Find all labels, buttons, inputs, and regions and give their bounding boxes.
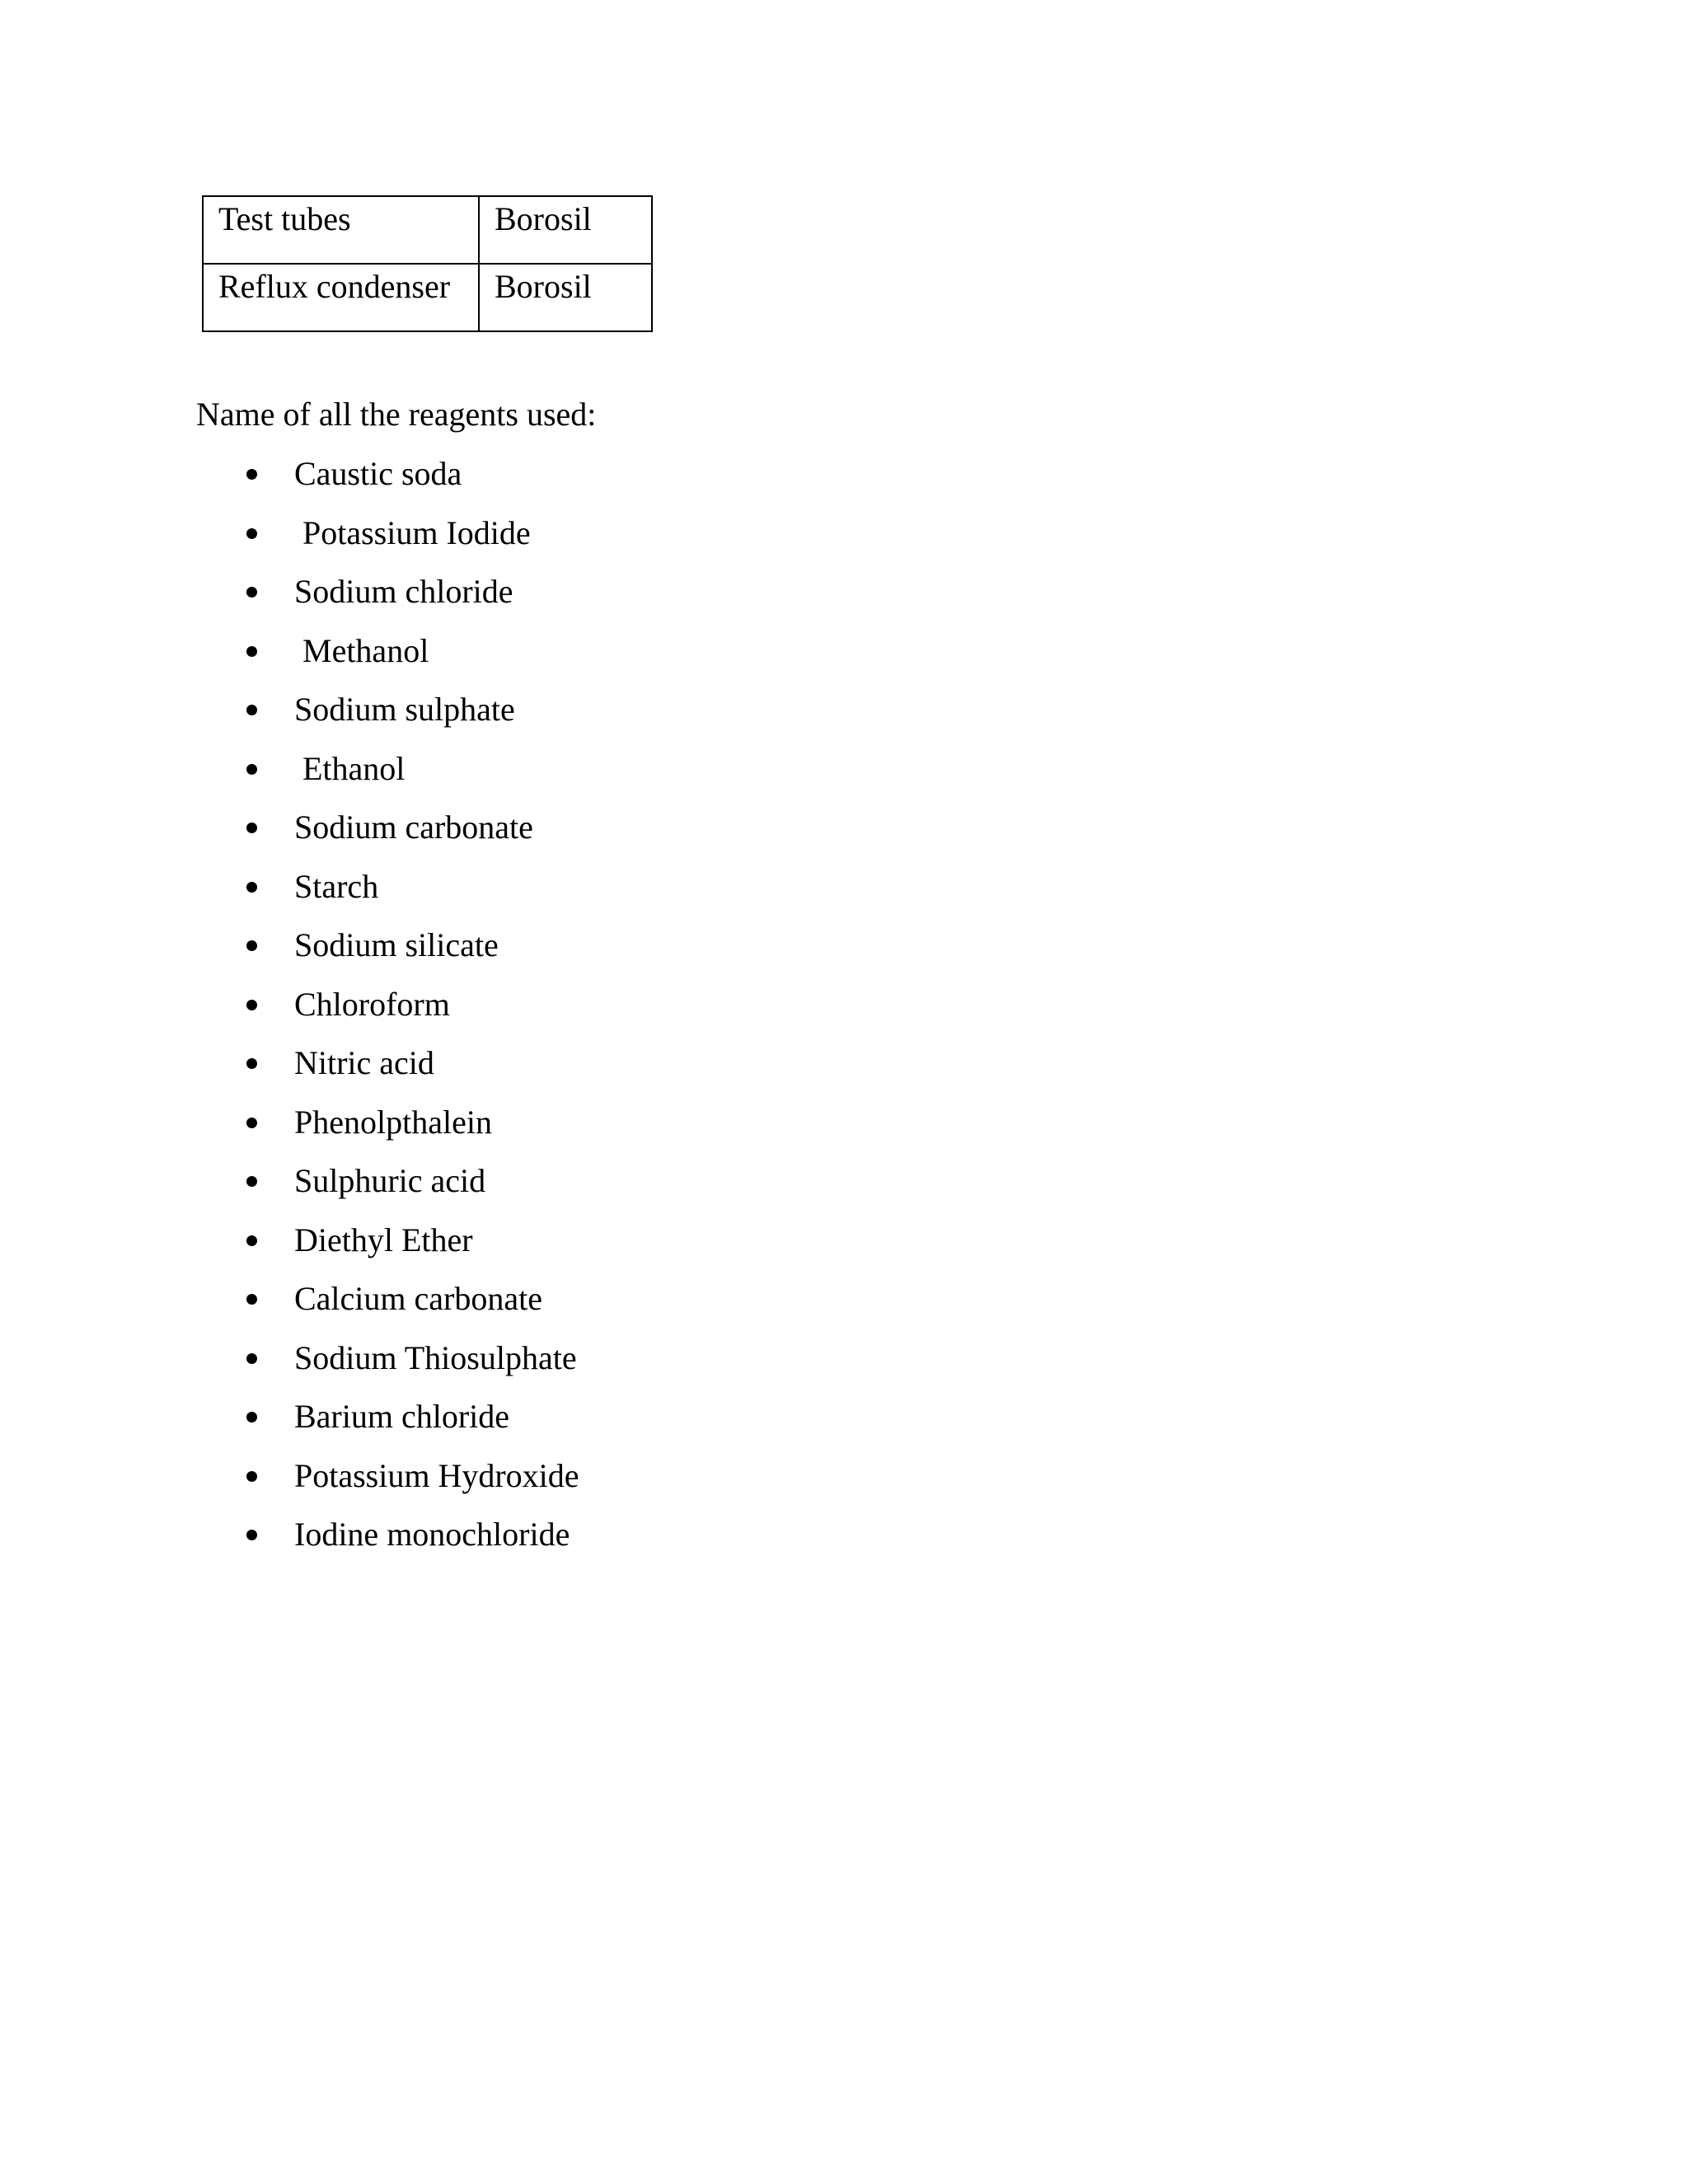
list-item-text: Nitric acid <box>294 1044 434 1081</box>
list-item-text: Diethyl Ether <box>294 1221 473 1258</box>
list-item-text: Sodium Thiosulphate <box>294 1338 577 1376</box>
bullet-icon <box>246 764 257 775</box>
table-cell-make: Borosil <box>479 196 652 264</box>
bullet-icon <box>246 1235 257 1246</box>
list-item-text: Ethanol <box>302 749 406 787</box>
bullet-icon <box>246 1530 257 1540</box>
list-item-text: Sodium silicate <box>294 926 499 963</box>
bullet-icon <box>246 1000 257 1010</box>
list-item-text: Sulphuric acid <box>294 1162 486 1199</box>
equipment-table <box>202 195 653 332</box>
bullet-icon <box>246 705 257 715</box>
list-item-text: Potassium Hydroxide <box>294 1456 579 1494</box>
list-item-text: Methanol <box>302 631 429 669</box>
bullet-icon <box>246 1118 257 1128</box>
bullet-icon <box>246 1471 257 1482</box>
bullet-icon <box>246 882 257 893</box>
list-item-text: Chloroform <box>294 985 450 1023</box>
reagents-heading: Name of all the reagents used: <box>196 396 597 433</box>
list-item-text: Sodium sulphate <box>294 691 515 728</box>
list-item-text: Iodine monochloride <box>294 1516 570 1553</box>
list-item-text: Calcium carbonate <box>294 1280 542 1317</box>
bullet-icon <box>246 823 257 833</box>
list-item-text: Phenolpthalein <box>294 1103 492 1141</box>
table-row <box>203 196 652 264</box>
bullet-icon <box>246 1176 257 1187</box>
bullet-icon <box>246 587 257 598</box>
bullet-icon <box>246 646 257 657</box>
bullet-icon <box>246 528 257 539</box>
bullet-icon <box>246 1294 257 1305</box>
bullet-icon <box>246 1058 257 1069</box>
table-cell-item: Test tubes <box>203 196 479 264</box>
bullet-icon <box>246 940 257 951</box>
bullet-icon <box>246 1353 257 1364</box>
list-item-text: Barium chloride <box>294 1398 510 1435</box>
list-item-text: Starch <box>294 867 379 905</box>
table-cell-make: Borosil <box>479 264 652 331</box>
table-cell-item: Reflux condenser <box>203 264 479 331</box>
bullet-icon <box>246 469 257 480</box>
list-item-text: Sodium chloride <box>294 573 513 610</box>
table-row <box>203 264 652 331</box>
list-item-text: Caustic soda <box>294 455 462 492</box>
list-item-text: Potassium Iodide <box>302 513 531 551</box>
list-item-text: Sodium carbonate <box>294 808 533 846</box>
bullet-icon <box>246 1412 257 1422</box>
